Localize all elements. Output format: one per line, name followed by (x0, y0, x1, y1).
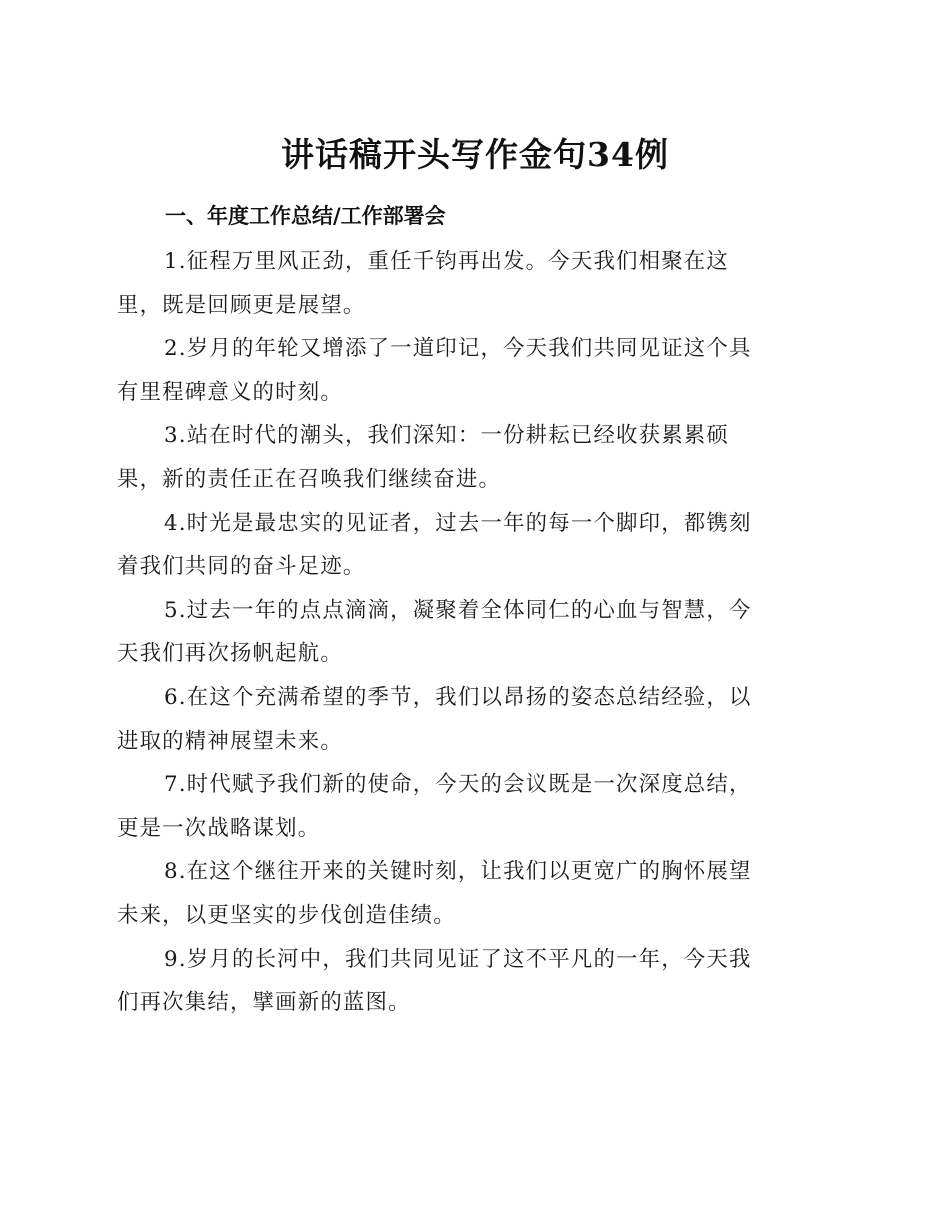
list-item (117, 327, 817, 414)
item-line: 4.时光是最忠实的见证者，过去一年的每一个脚印，都镌刻 (164, 510, 752, 536)
item-line: 8.在这个继往开来的关键时刻，让我们以更宽广的胸怀展望 (164, 859, 752, 885)
list-item (117, 763, 817, 850)
item-line: 2.岁月的年轮又增添了一道印记，今天我们共同见证这个具 (164, 336, 752, 362)
item-line: 着我们共同的奋斗足迹。 (117, 554, 366, 580)
item-line: 天我们再次扬帆起航。 (117, 641, 343, 667)
item-line: 有里程碑意义的时刻。 (117, 379, 343, 405)
item-line: 更是一次战略谋划。 (117, 815, 321, 841)
item-list (117, 240, 817, 1025)
item-line: 6.在这个充满希望的季节，我们以昂扬的姿态总结经验，以 (164, 684, 752, 710)
item-line: 1.征程万里风正劲，重任千钧再出发。今天我们相聚在这 (164, 249, 729, 274)
list-item (117, 938, 817, 1025)
item-line: 未来，以更坚实的步伐创造佳绩。 (117, 902, 456, 928)
item-line: 果，新的责任正在召唤我们继续奋进。 (117, 466, 502, 492)
item-line: 7.时代赋予我们新的使命，今天的会议既是一次深度总结， (164, 772, 752, 798)
item-line: 9.岁月的长河中，我们共同见证了这不平凡的一年，今天我 (164, 946, 752, 972)
list-item (117, 676, 817, 763)
item-line: 们再次集结，擘画新的蓝图。 (117, 990, 411, 1016)
document-title: 讲话稿开头写作金句34例 (281, 135, 669, 174)
list-item (117, 414, 817, 501)
item-line: 5.过去一年的点点滴滴，凝聚着全体同仁的心血与智慧，今 (164, 597, 752, 623)
item-line: 进取的精神展望未来。 (117, 728, 343, 754)
item-line: 3.站在时代的潮头，我们深知：一份耕耘已经收获累累硕 (164, 423, 729, 449)
list-item (117, 240, 817, 327)
item-line: 里，既是回顾更是展望。 (117, 292, 366, 318)
list-item (117, 502, 817, 589)
list-item (117, 850, 817, 937)
list-item (117, 589, 817, 676)
section-heading: 一、年度工作总结/工作部署会 (165, 204, 446, 228)
